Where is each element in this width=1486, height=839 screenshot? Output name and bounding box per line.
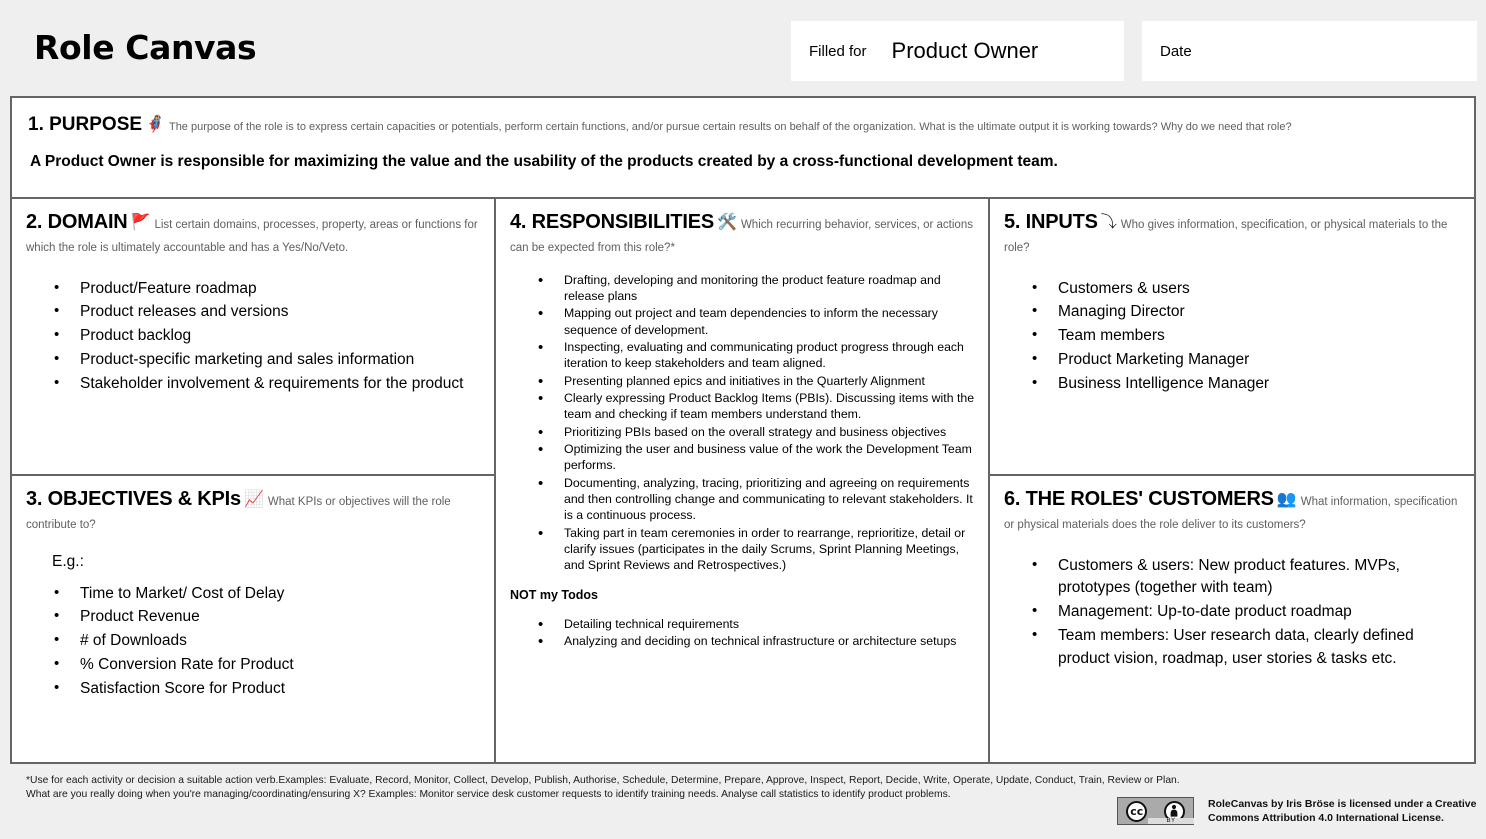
filled-for-label: Filled for [809, 42, 867, 60]
list-item: • Business Intelligence Manager [1004, 373, 1462, 396]
objectives-hint: What KPIs or objectives will the role contribute to? [26, 496, 451, 531]
list-item: • Prioritizing PBIs based on the overall strategy and business objectives [510, 424, 976, 440]
customers-hint: What information, specification or physical materials does the role deliver to its customers? [1004, 496, 1458, 531]
date-field[interactable] [1142, 21, 1477, 81]
spacer [1004, 258, 1462, 278]
purpose-hint: The purpose of the role is to express certain capacities or potentials, perform certain functions, and/or pursue certain results on behalf of the organization. What is the ultimate output it is working towards? Why do we need that role? [168, 121, 1292, 133]
section-inputs [990, 199, 1474, 476]
creative-commons-badge-icon [1117, 797, 1194, 825]
list-item: • Documenting, analyzing, tracing, prioritizing and agreeing on requirements and then controlling change and communicating to relevant stakeholders. It is a continuous process. [510, 475, 976, 524]
date-label: Date [1160, 42, 1192, 60]
filled-for-value[interactable]: Product Owner [891, 38, 1039, 63]
list-item: • Analyzing and deciding on technical infrastructure or architecture setups [510, 633, 976, 649]
domain-hint: List certain domains, processes, property, areas or functions for which the role is ultimately accountable and has a Yes/No/Veto. [26, 219, 478, 254]
list-item: • Product Revenue [26, 606, 482, 629]
chart-increasing-icon: 📈 [243, 491, 264, 508]
domain-list [26, 278, 482, 396]
cc-by-label: BY [1148, 818, 1194, 824]
list-item: • % Conversion Rate for Product [26, 654, 482, 677]
list-item: • Clearly expressing Product Backlog Items (PBIs). Discussing items with the team and checking if team members understand them. [510, 390, 976, 423]
curved-arrow-down-icon: ⤵ [1100, 214, 1117, 231]
canvas-column-middle [496, 199, 990, 762]
purpose-statement: A Product Owner is responsible for maximizing the value and the usability of the products created by a cross-functional development team. [30, 153, 1058, 170]
customers-title: 6. THE ROLES' CUSTOMERS [1004, 488, 1274, 510]
list-item: • Mapping out project and team dependencies to inform the necessary sequence of development. [510, 305, 976, 338]
list-item: • Customers & users [1004, 278, 1462, 301]
license-text: RoleCanvas by Iris Bröse is licensed under a Creative Commons Attribution 4.0 International License. [1208, 798, 1477, 825]
spacer [1004, 535, 1462, 555]
canvas-grid [10, 96, 1476, 764]
section-purpose [12, 98, 1474, 199]
section-responsibilities [496, 199, 988, 762]
footer-note-line-2: What are you really doing when you're managing/coordinating/ensuring X? Examples: Monitor service desk customer requests to identify training needs. Analyse call statistics to identify product problems. [26, 789, 951, 800]
section-roles-customers [990, 476, 1474, 762]
list-item: • Detailing technical requirements [510, 616, 976, 632]
page-header [0, 0, 1486, 92]
inputs-title: 5. INPUTS [1004, 211, 1098, 233]
purpose-heading [28, 114, 1464, 136]
spacer [26, 258, 482, 278]
list-item: • Drafting, developing and monitoring the product feature roadmap and release plans [510, 272, 976, 305]
section-objectives-kpis [12, 476, 494, 762]
objectives-heading [26, 486, 482, 535]
canvas-column-right [990, 199, 1474, 762]
objectives-title: 3. OBJECTIVES & KPIs [26, 488, 241, 510]
list-item: • Stakeholder involvement & requirements for the product [26, 373, 482, 396]
list-item: • Taking part in team ceremonies in order to rearrange, reprioritize, detail or clarify issues (participates in the daily Scrums, Sprint Planning Meetings, and Sprint Reviews and Retrospectives.) [510, 525, 976, 574]
list-item: • Presenting planned epics and initiatives in the Quarterly Alignment [510, 373, 976, 389]
customers-list [1004, 555, 1462, 671]
superhero-icon: 🦸‍♀️ [145, 116, 165, 133]
inputs-list [1004, 278, 1462, 396]
list-item: • Team members [1004, 325, 1462, 348]
busts-in-silhouette-icon: 👥 [1276, 491, 1297, 508]
canvas-columns [12, 199, 1474, 762]
list-item: • Optimizing the user and business value of the work the Development Team performs. [510, 441, 976, 474]
responsibilities-list [510, 272, 976, 574]
list-item: • Product Marketing Manager [1004, 349, 1462, 372]
responsibilities-hint: Which recurring behavior, services, or actions can be expected from this role?* [510, 219, 973, 254]
page-title: Role Canvas [34, 28, 257, 67]
objectives-list [26, 583, 482, 701]
not-my-todos-list [510, 616, 976, 650]
list-item: • Product backlog [26, 325, 482, 348]
list-item: • Product/Feature roadmap [26, 278, 482, 301]
filled-for-field[interactable] [791, 21, 1124, 81]
spacer [510, 258, 976, 272]
not-my-todos-label: NOT my Todos [510, 587, 598, 602]
purpose-title: 1. PURPOSE [28, 114, 143, 135]
inputs-heading [1004, 209, 1462, 258]
canvas-column-left [12, 199, 496, 762]
list-item: • # of Downloads [26, 630, 482, 653]
domain-heading [26, 209, 482, 258]
list-item: • Inspecting, evaluating and communicating product progress through each iteration to keep stakeholders and team aligned. [510, 339, 976, 372]
inputs-hint: Who gives information, specification, or physical materials to the role? [1004, 219, 1448, 254]
list-item: • Managing Director [1004, 301, 1462, 324]
license-block[interactable] [1117, 797, 1478, 825]
responsibilities-heading [510, 209, 976, 258]
list-item: • Customers & users: New product features. MVPs, prototypes (together with team) [1004, 555, 1462, 601]
customers-heading [1004, 486, 1462, 535]
list-item: • Product releases and versions [26, 301, 482, 324]
list-item: • Satisfaction Score for Product [26, 678, 482, 701]
list-item: • Team members: User research data, clearly defined product vision, roadmap, user stories & tasks etc. [1004, 625, 1462, 671]
list-item: • Product-specific marketing and sales information [26, 349, 482, 372]
spacer [510, 602, 976, 616]
footer-note-line-1: *Use for each activity or decision a suitable action verb.Examples: Evaluate, Record, Monitor, Collect, Develop, Publish, Authorise, Schedule, Determine, Prepare, Approve, Inspect, Report, Decide, Write, Operate, Update, Conduct, Train, Review or Plan. [26, 775, 1180, 786]
section-domain [12, 199, 494, 476]
list-item: • Time to Market/ Cost of Delay [26, 583, 482, 606]
hammer-and-wrench-icon: 🛠️ [717, 214, 737, 231]
cc-circle-icon: cc [1126, 801, 1147, 822]
list-item: • Management: Up-to-date product roadmap [1004, 601, 1462, 624]
objectives-eg-label: E.g.: [52, 552, 84, 570]
person-glyph-icon [1168, 804, 1180, 818]
domain-title: 2. DOMAIN [26, 211, 128, 233]
responsibilities-title: 4. RESPONSIBILITIES [510, 211, 715, 233]
red-flag-icon: 🚩 [130, 214, 151, 231]
